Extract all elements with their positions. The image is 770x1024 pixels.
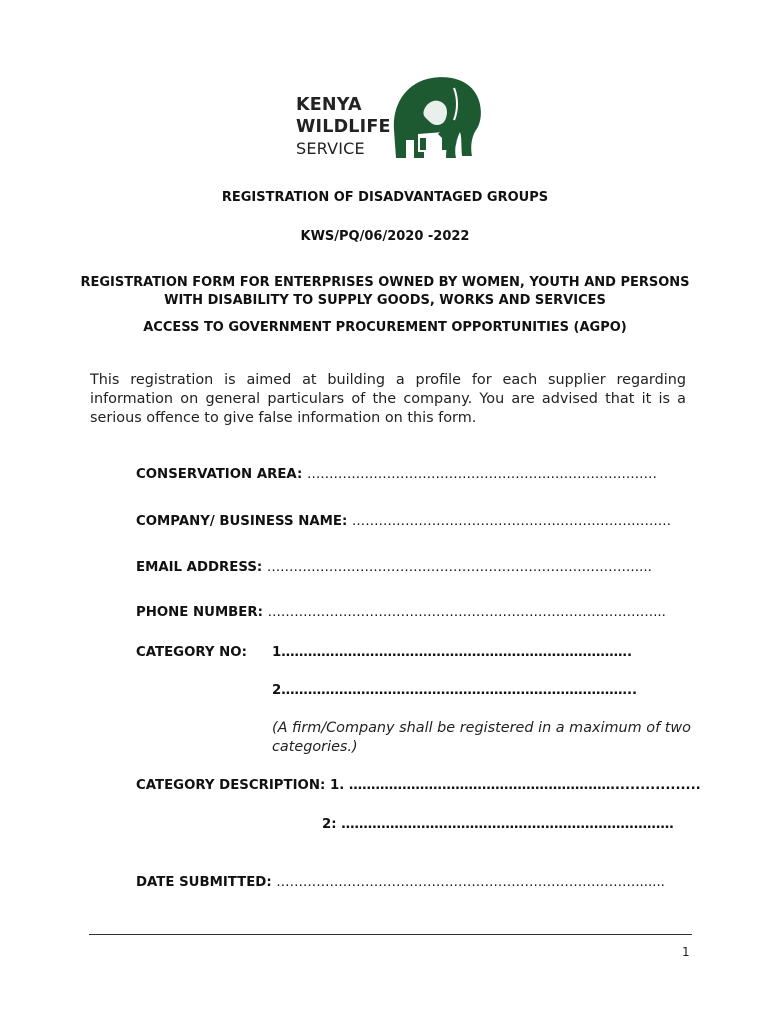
- agpo-heading: ACCESS TO GOVERNMENT PROCUREMENT OPPORTUNITIES (AGPO): [143, 320, 627, 335]
- footer-divider: [89, 934, 692, 935]
- date-submitted-blank[interactable]: ……………………………………………………………………….......: [276, 875, 665, 890]
- conservation-area-blank[interactable]: ……………………………………………….……………………: [306, 467, 657, 482]
- conservation-area-label: CONSERVATION AREA:: [136, 467, 303, 482]
- category-description-field[interactable]: [136, 778, 701, 793]
- logo-wordmark: [296, 94, 391, 160]
- email-label: EMAIL ADDRESS:: [136, 560, 263, 575]
- elephant-icon: [384, 70, 484, 165]
- logo-line-service: SERVICE: [296, 139, 365, 158]
- date-submitted-label: DATE SUBMITTED:: [136, 875, 272, 890]
- logo-line-wildlife: WILDLIFE: [296, 117, 391, 137]
- phone-label: PHONE NUMBER:: [136, 605, 263, 620]
- category-note: (A firm/Company shall be registered in a maximum of two categories.): [272, 720, 691, 755]
- logo-line-kenya: KENYA: [296, 95, 362, 115]
- document-title: REGISTRATION OF DISADVANTAGED GROUPS: [221, 190, 549, 205]
- conservation-area-field[interactable]: [136, 467, 657, 482]
- reference-number: KWS/PQ/06/2020 -2022: [300, 229, 470, 244]
- kws-logo: [296, 70, 486, 165]
- form-title-line-1: REGISTRATION FORM FOR ENTERPRISES OWNED BY WOMEN, YOUTH AND PERSONS: [80, 275, 690, 290]
- company-name-label: COMPANY/ BUSINESS NAME:: [136, 514, 348, 529]
- company-name-field[interactable]: [136, 514, 671, 529]
- email-field[interactable]: [136, 560, 652, 575]
- category-description-blank-2[interactable]: 2: …………………………………………………………………: [322, 817, 674, 832]
- email-blank[interactable]: …………………………………………………………………………...: [266, 560, 652, 575]
- category-description-blank-1[interactable]: 1. …………………………………………………….................: [329, 778, 701, 793]
- category-description-label: CATEGORY DESCRIPTION:: [136, 778, 326, 793]
- page-number: 1: [682, 945, 690, 959]
- intro-paragraph: This registration is aimed at building a profile for each supplier regarding information on general particulars of the company. You are advised that it is a serious offence to give false information on this form.: [90, 372, 686, 426]
- phone-blank[interactable]: ……………………………………………………………………………...: [267, 605, 666, 620]
- company-name-blank[interactable]: ………………………………………………………………: [351, 514, 672, 529]
- category-no-blank-2[interactable]: 2……………………………………………………………………..: [272, 683, 638, 698]
- category-no-blank-1[interactable]: 1…………………………………………………………………….: [272, 645, 633, 660]
- phone-field[interactable]: [136, 605, 666, 620]
- category-no-label: CATEGORY NO:: [136, 645, 247, 660]
- date-submitted-field[interactable]: [136, 875, 665, 890]
- form-title-line-2: WITH DISABILITY TO SUPPLY GOODS, WORKS AND SERVICES: [164, 293, 606, 308]
- category-description-line-2[interactable]: [322, 817, 674, 832]
